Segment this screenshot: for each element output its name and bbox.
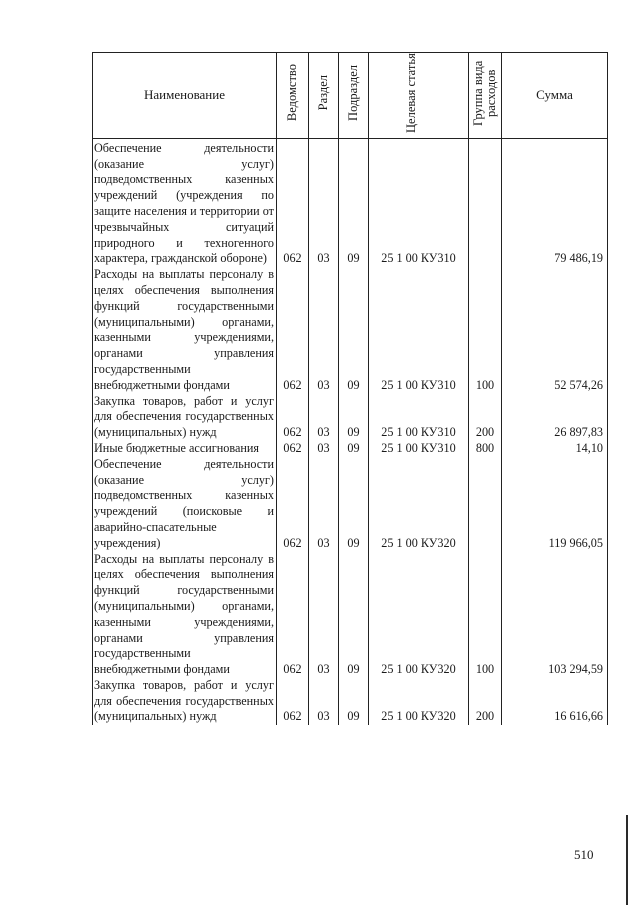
row-target-article: 25 1 00 КУ310: [369, 267, 469, 393]
row-target-article: 25 1 00 КУ310: [369, 441, 469, 457]
row-name: Расходы на выплаты персоналу в целях обеспечения выполнения функций государственными (муниципальными) органами, казенными учреждениями, органами управления государственными внебюджетными фондами: [93, 552, 277, 678]
row-section: 03: [309, 138, 339, 267]
row-subsection: 09: [339, 394, 369, 441]
row-name: Обеспечение деятельности (оказание услуг) подведомственных казенных учреждений (учреждения по защите населения и территории от чрезвычайных ситуаций природного и техногенного характера, гражданской обороне): [93, 138, 277, 267]
row-sum: 16 616,66: [502, 678, 608, 725]
row-name: Закупка товаров, работ и услуг для обеспечения государственных (муниципальных) нужд: [93, 678, 277, 725]
row-sum: 26 897,83: [502, 394, 608, 441]
header-name: Наименование: [93, 53, 277, 139]
header-section: Раздел: [309, 53, 339, 139]
row-expense-group: 800: [469, 441, 502, 457]
row-department: 062: [277, 552, 309, 678]
scan-edge-mark: [626, 815, 628, 905]
row-section: 03: [309, 394, 339, 441]
row-section: 03: [309, 441, 339, 457]
row-subsection: 09: [339, 138, 369, 267]
table-row: [93, 678, 608, 725]
row-expense-group: 200: [469, 678, 502, 725]
row-target-article: 25 1 00 КУ320: [369, 552, 469, 678]
row-target-article: 25 1 00 КУ310: [369, 138, 469, 267]
row-target-article: 25 1 00 КУ320: [369, 457, 469, 552]
row-expense-group: [469, 138, 502, 267]
row-sum: 52 574,26: [502, 267, 608, 393]
row-department: 062: [277, 441, 309, 457]
row-subsection: 09: [339, 678, 369, 725]
table-row: [93, 394, 608, 441]
table-row: [93, 457, 608, 552]
row-subsection: 09: [339, 552, 369, 678]
row-name: Закупка товаров, работ и услуг для обеспечения государственных (муниципальных) нужд: [93, 394, 277, 441]
page-number: 510: [574, 847, 594, 862]
row-department: 062: [277, 678, 309, 725]
row-subsection: 09: [339, 267, 369, 393]
table-row: [93, 267, 608, 393]
row-department: 062: [277, 138, 309, 267]
row-sum: 103 294,59: [502, 552, 608, 678]
table-row: [93, 441, 608, 457]
row-section: 03: [309, 457, 339, 552]
row-department: 062: [277, 394, 309, 441]
header-expense-group: Группа вида расходов: [469, 53, 502, 139]
row-name: Расходы на выплаты персоналу в целях обеспечения выполнения функций государственными (муниципальными) органами, казенными учреждениями, органами управления государственными внебюджетными фондами: [93, 267, 277, 393]
budget-table: [92, 52, 608, 725]
row-sum: 79 486,19: [502, 138, 608, 267]
header-department: Ведомство: [277, 53, 309, 139]
row-expense-group: [469, 457, 502, 552]
row-name: Иные бюджетные ассигнования: [93, 441, 277, 457]
row-sum: 14,10: [502, 441, 608, 457]
table-row: [93, 138, 608, 267]
header-sum: Сумма: [502, 53, 608, 139]
row-name: Обеспечение деятельности (оказание услуг) подведомственных казенных учреждений (поисковые и аварийно-спасательные учреждения): [93, 457, 277, 552]
row-section: 03: [309, 678, 339, 725]
row-expense-group: 200: [469, 394, 502, 441]
row-expense-group: 100: [469, 267, 502, 393]
header-target-article: Целевая статья: [369, 53, 469, 139]
row-subsection: 09: [339, 441, 369, 457]
row-sum: 119 966,05: [502, 457, 608, 552]
row-department: 062: [277, 267, 309, 393]
row-department: 062: [277, 457, 309, 552]
header-subsection: Подраздел: [339, 53, 369, 139]
row-target-article: 25 1 00 КУ310: [369, 394, 469, 441]
row-subsection: 09: [339, 457, 369, 552]
table-row: [93, 552, 608, 678]
row-section: 03: [309, 552, 339, 678]
budget-table-container: [92, 52, 607, 832]
row-expense-group: 100: [469, 552, 502, 678]
table-header-row: [93, 53, 608, 139]
row-target-article: 25 1 00 КУ320: [369, 678, 469, 725]
row-section: 03: [309, 267, 339, 393]
